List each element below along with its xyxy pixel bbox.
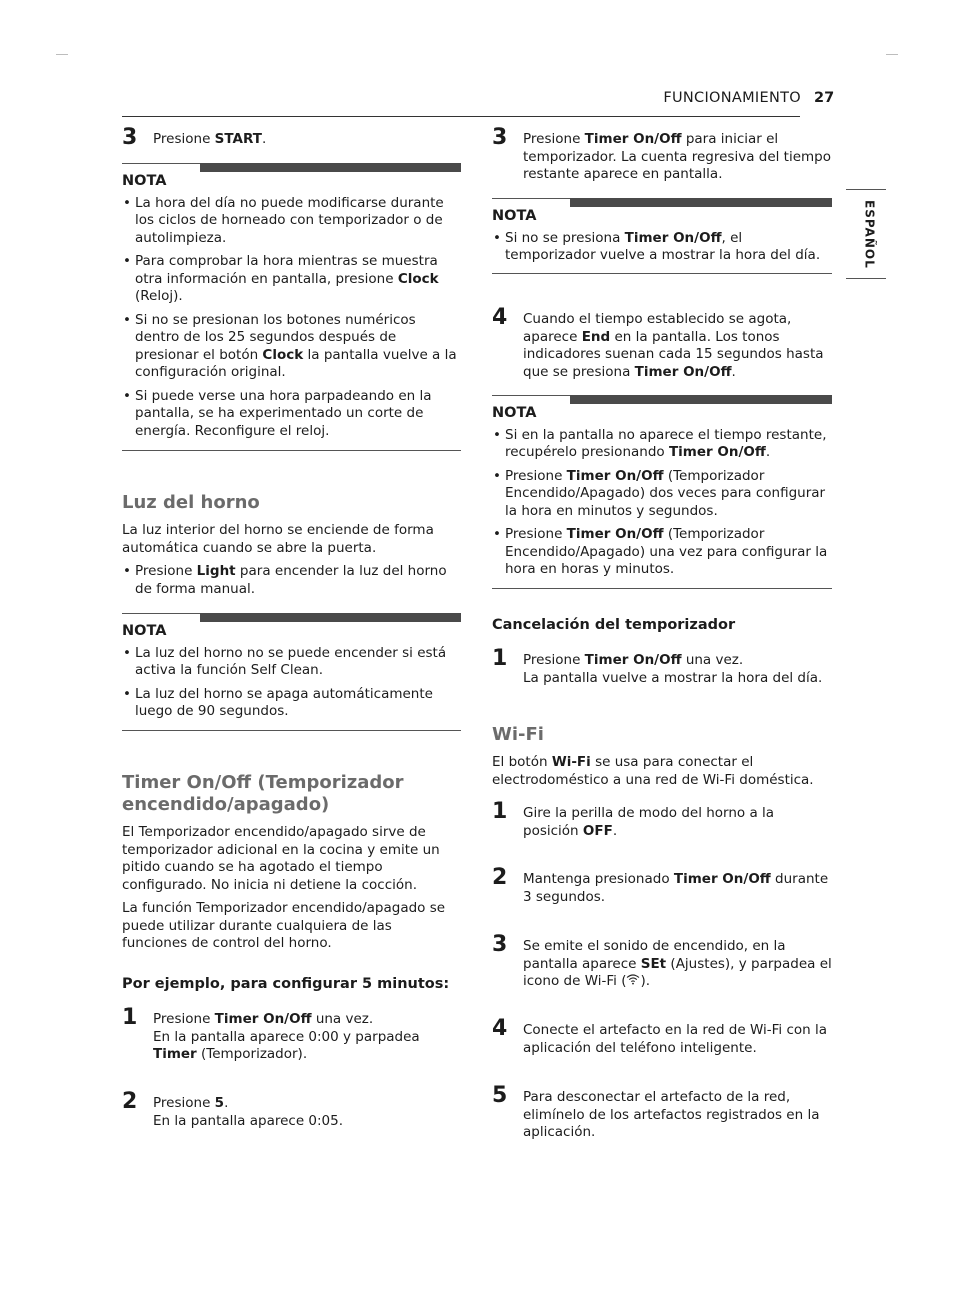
step-text: Presione START. bbox=[153, 131, 267, 147]
language-tab bbox=[846, 189, 886, 279]
step-text: Se emite el sonido de encendido, en la pantalla aparece SEt (Ajustes), y parpadea el icono de Wi-Fi ( ). bbox=[523, 938, 832, 989]
step-text: Conecte el artefacto en la red de Wi-Fi con la aplicación del teléfono inteligente. bbox=[523, 1022, 828, 1056]
step-number: 1 bbox=[492, 646, 508, 671]
timer-step-4 bbox=[492, 305, 832, 381]
note-item: • La luz del horno se apaga automáticamente luego de 90 segundos. bbox=[122, 686, 461, 721]
note-header-bar bbox=[492, 395, 832, 405]
wifi-step-1 bbox=[492, 799, 832, 840]
note-item: • La luz del horno no se puede encender si está activa la función Self Clean. bbox=[122, 645, 461, 680]
running-header: FUNCIONAMIENTO bbox=[663, 90, 801, 106]
note-list bbox=[492, 230, 832, 265]
step-text: Mantenga presionado Timer On/Off durante 3 segundos. bbox=[523, 871, 829, 905]
step-text: Presione Timer On/Off para iniciar el temporizador. La cuenta regresiva del tiempo restante aparece en pantalla. bbox=[523, 131, 832, 182]
step-number: 2 bbox=[492, 865, 508, 890]
wifi-step-4 bbox=[492, 1016, 832, 1057]
wifi-step-3 bbox=[492, 932, 832, 991]
step-number: 3 bbox=[492, 932, 508, 957]
step-number: 3 bbox=[122, 125, 138, 150]
note-item: • Presione Timer On/Off (Temporizador Encendido/Apagado) dos veces para configurar la hora en minutos y segundos. bbox=[492, 468, 832, 521]
note-list bbox=[122, 195, 461, 441]
step-number: 2 bbox=[122, 1089, 138, 1114]
oven-light-intro: La luz interior del horno se enciende de forma automática cuando se abre la puerta. bbox=[122, 522, 434, 556]
oven-light-bullet: • Presione Light para encender la luz del horno de forma manual. bbox=[122, 563, 461, 598]
section-title-timer: Timer On/Off (Temporizador encendido/apagado) bbox=[122, 772, 404, 815]
wifi-step-2 bbox=[492, 865, 832, 906]
cancel-timer-heading: Cancelación del temporizador bbox=[492, 617, 736, 633]
page-number: 27 bbox=[814, 90, 835, 106]
note-item: • Para comprobar la hora mientras se muestra otra información en pantalla, presione Clock (Reloj). bbox=[122, 253, 461, 306]
step-number: 1 bbox=[122, 1005, 138, 1030]
cancel-step-1 bbox=[492, 646, 832, 687]
step-text: Presione 5. En la pantalla aparece 0:05. bbox=[153, 1095, 344, 1129]
step-number: 4 bbox=[492, 305, 508, 330]
header-rule bbox=[122, 116, 800, 117]
section-title-oven-light: Luz del horno bbox=[122, 492, 260, 513]
note-header-bar bbox=[122, 163, 461, 173]
step-3-start bbox=[122, 125, 461, 150]
step-text: Gire la perilla de modo del horno a la posición OFF. bbox=[523, 805, 775, 839]
note-box-clock bbox=[122, 163, 461, 451]
wifi-icon bbox=[626, 973, 640, 991]
note-item: • Si puede verse una hora parpadeando en la pantalla, se ha experimentado un corte de energía. Reconfigure el reloj. bbox=[122, 388, 461, 441]
section-title-wifi: Wi-Fi bbox=[492, 724, 544, 745]
note-item: • Presione Timer On/Off (Temporizador Encendido/Apagado) una vez para configurar la hora en horas y minutos. bbox=[492, 526, 832, 579]
step-text: Cuando el tiempo establecido se agota, aparece End en la pantalla. Los tonos indicadores suenan cada 15 segundos hasta que se presiona Timer On/Off. bbox=[523, 311, 824, 380]
crop-mark-left bbox=[56, 54, 68, 55]
timer-example-heading: Por ejemplo, para configurar 5 minutos: bbox=[122, 976, 450, 992]
step-number: 4 bbox=[492, 1016, 508, 1041]
note-item: • Si no se presionan los botones numéricos dentro de los 25 segundos después de presionar el botón Clock la pantalla vuelve a la configuración original. bbox=[122, 312, 461, 382]
timer-step-2 bbox=[122, 1089, 461, 1130]
note-title: NOTA bbox=[492, 405, 537, 421]
step-number: 3 bbox=[492, 125, 508, 150]
step-number: 1 bbox=[492, 799, 508, 824]
note-list bbox=[122, 645, 461, 721]
language-tab-label: ESPAÑOL bbox=[862, 200, 877, 269]
note-item: • Si en la pantalla no aparece el tiempo restante, recupérelo presionando Timer On/Off. bbox=[492, 427, 832, 462]
timer-paragraph-1: El Temporizador encendido/apagado sirve de temporizador adicional en la cocina y emite un pitido cuando se ha agotado el tiempo configurado. No inicia ni detiene la cocción. bbox=[122, 824, 440, 893]
note-box-light bbox=[122, 613, 461, 731]
note-box-timer-off bbox=[492, 198, 832, 274]
note-list bbox=[492, 427, 832, 579]
note-header-bar bbox=[122, 613, 461, 623]
wifi-step-5 bbox=[492, 1083, 832, 1142]
step-text: Presione Timer On/Off una vez. La pantalla vuelve a mostrar la hora del día. bbox=[523, 652, 823, 686]
crop-mark-right bbox=[886, 54, 898, 55]
timer-step-3 bbox=[492, 125, 832, 184]
note-item: • Si no se presiona Timer On/Off, el temporizador vuelve a mostrar la hora del día. bbox=[492, 230, 832, 265]
step-number: 5 bbox=[492, 1083, 508, 1108]
note-title: NOTA bbox=[122, 173, 167, 189]
step-text: Para desconectar el artefacto de la red, elimínelo de los artefactos registrados en la aplicación. bbox=[523, 1089, 820, 1140]
note-box-timer-display bbox=[492, 395, 832, 589]
note-title: NOTA bbox=[122, 623, 167, 639]
note-item: • La hora del día no puede modificarse durante los ciclos de horneado con temporizador o de autolimpieza. bbox=[122, 195, 461, 248]
timer-paragraph-2: La función Temporizador encendido/apagado se puede utilizar durante cualquiera de las funciones de control del horno. bbox=[122, 900, 446, 951]
step-text: Presione Timer On/Off una vez. En la pantalla aparece 0:00 y parpadea Timer (Temporizador). bbox=[153, 1011, 420, 1062]
note-header-bar bbox=[492, 198, 832, 208]
timer-step-1 bbox=[122, 1005, 461, 1064]
note-title: NOTA bbox=[492, 208, 537, 224]
wifi-intro: El botón Wi-Fi se usa para conectar el electrodoméstico a una red de Wi-Fi doméstica. bbox=[492, 754, 814, 788]
